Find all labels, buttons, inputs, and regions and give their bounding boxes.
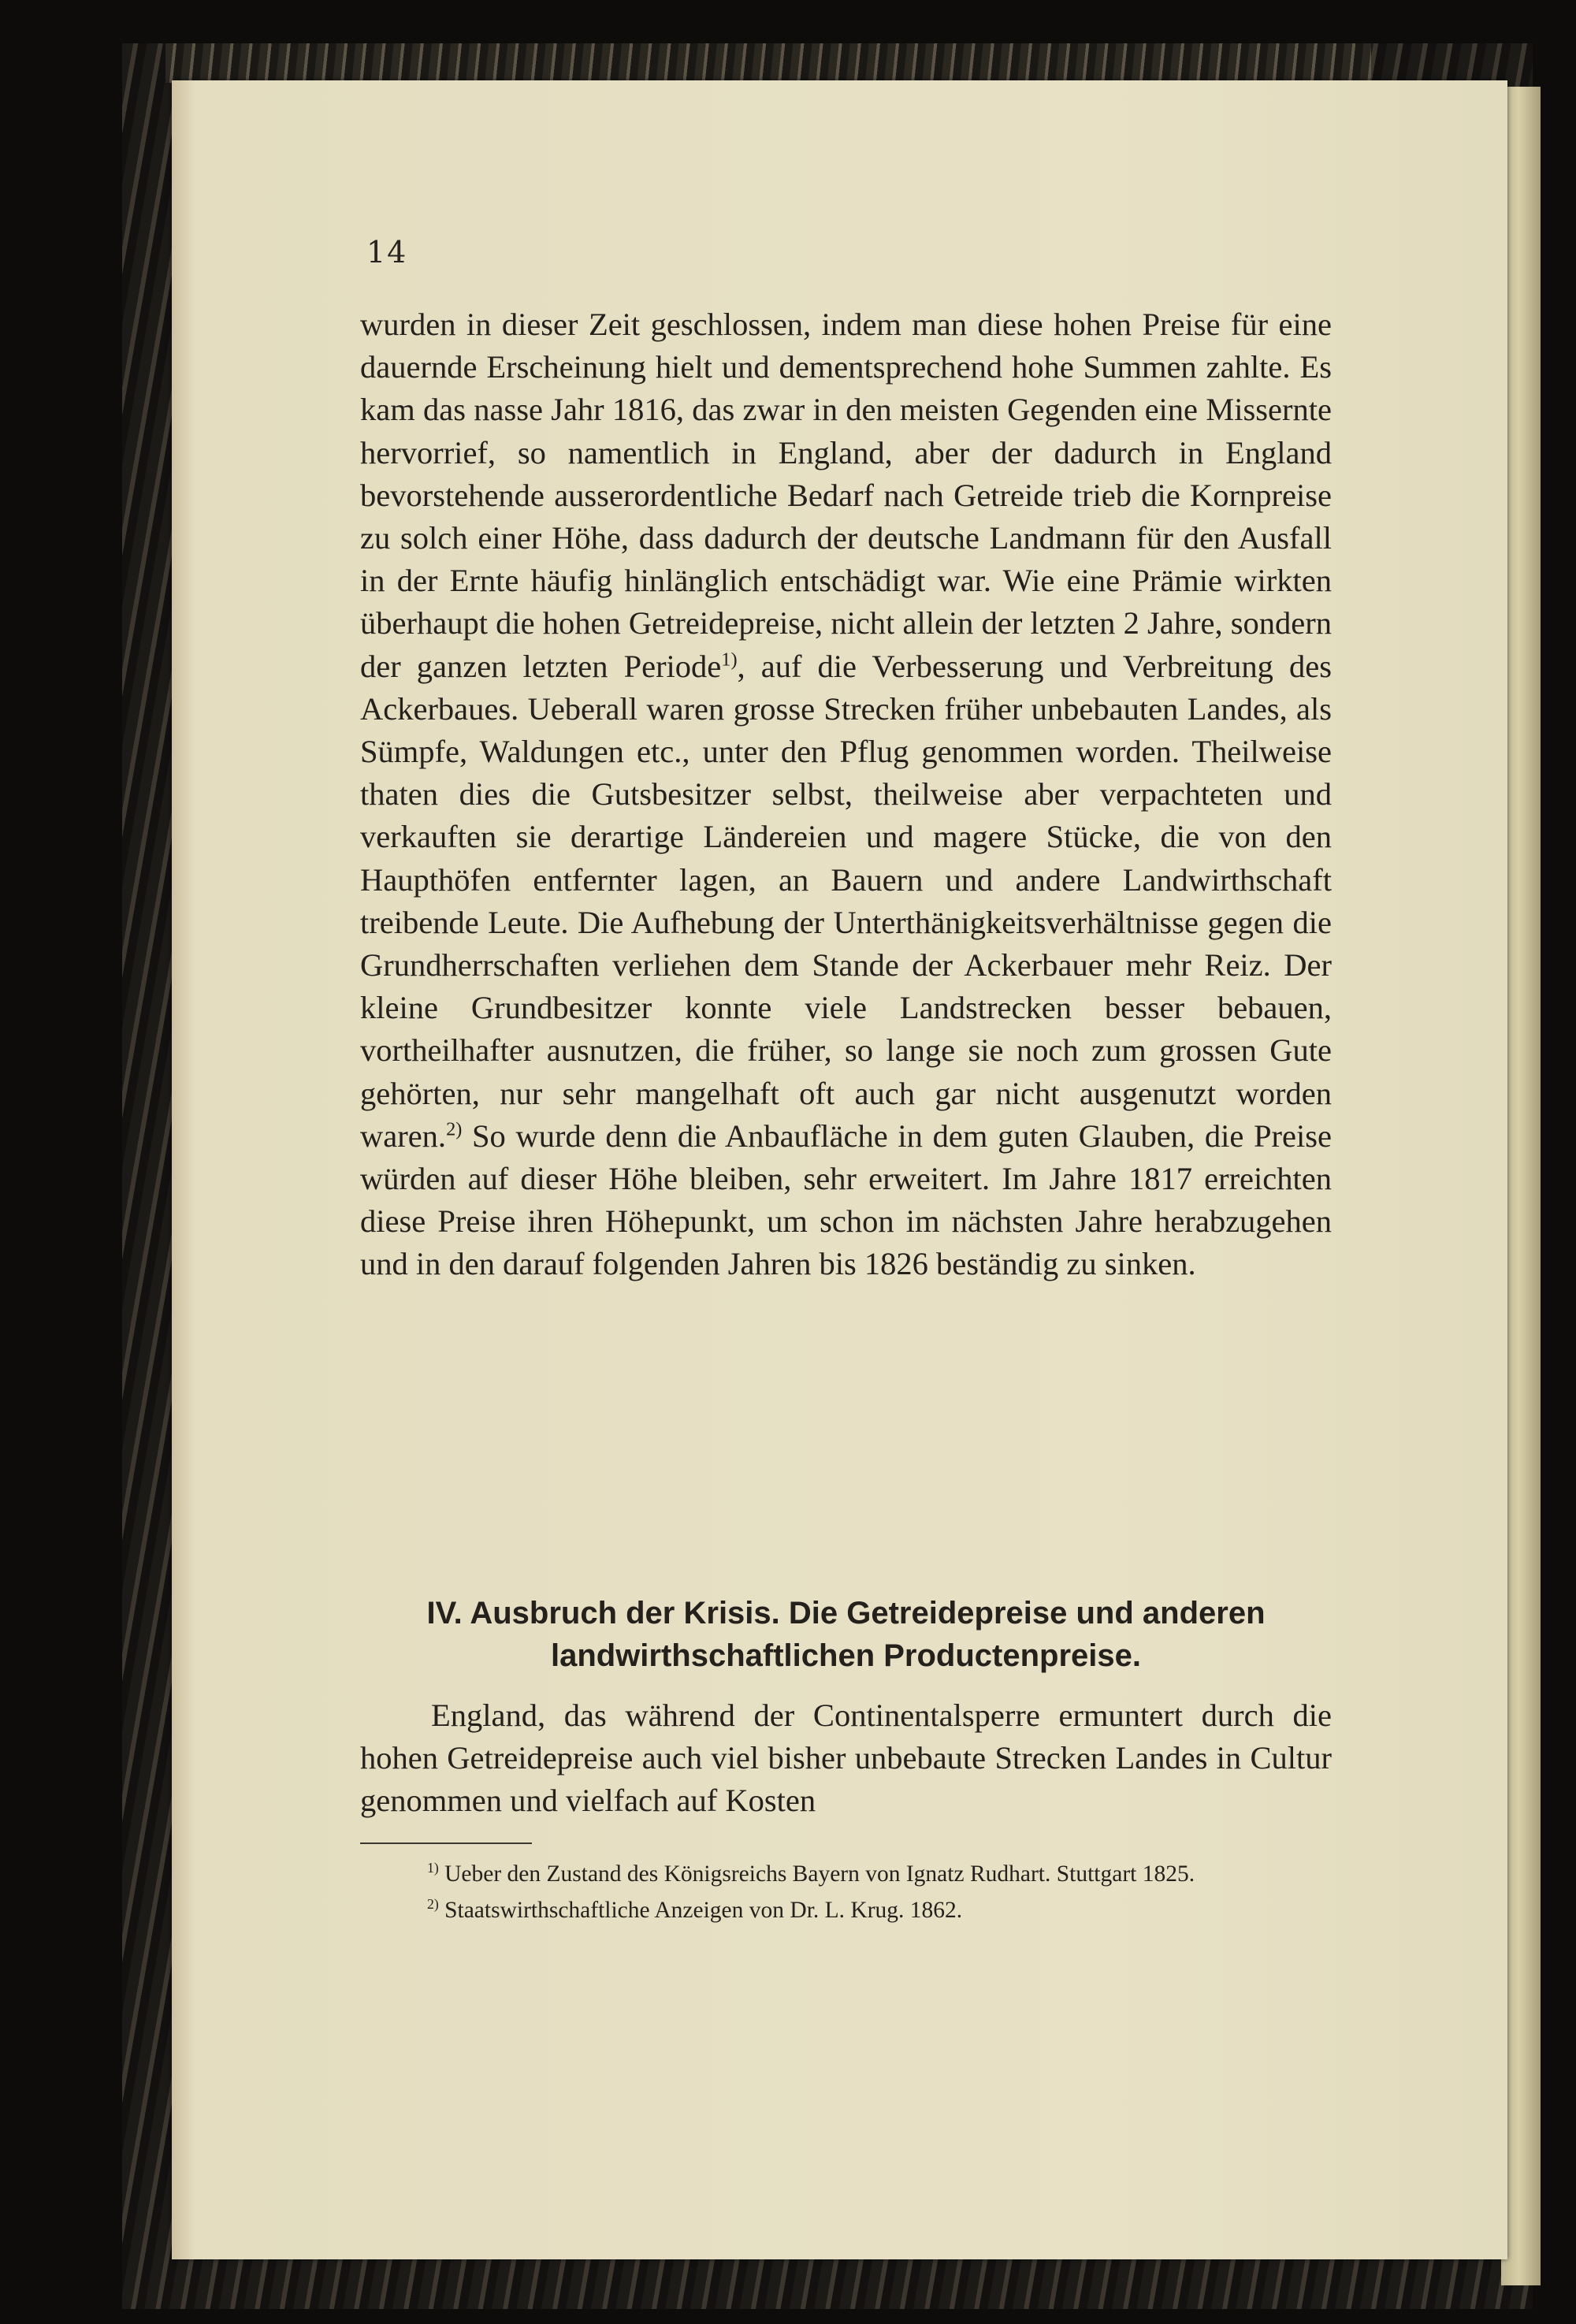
footnote-divider: [360, 1842, 532, 1844]
paragraph-part-1: wurden in dieser Zeit geschlossen, indem man diese hohen Preise für eine dauernde Erscheinung hielt und dementsprechend hohe Summen zahlte. Es kam das nasse Jahr 1816, das zwar in den meisten Gegenden eine Missernte hervorrief, so namentlich in England, aber der dadurch in England bevorstehende ausserordentliche Bedarf nach Getreide trieb die Kornpreise zu solch einer Höhe, dass dadurch der deutsche Landmann für den Ausfall in der Ernte häufig hinlänglich entschädigt war. Wie eine Prämie wirkten überhaupt die hohen Getreidepreise, nicht allein der letzten 2 Jahre, sondern der ganzen letzten Periode: [360, 307, 1332, 684]
book-cover-top-edge: [165, 43, 1371, 83]
footnote-1-marker: 1): [427, 1860, 439, 1876]
footnote-1-text: Ueber den Zustand des Königsreichs Bayern von Ignatz Rudhart. Stuttgart 1825.: [438, 1861, 1195, 1887]
footnote-2: [360, 1892, 1332, 1928]
footnote-2-marker: 2): [427, 1896, 439, 1913]
section-paragraph-text: England, das während der Continentalsperre ermuntert durch die hohen Getreidepreise auch viel bisher unbebaute Strecken Landes in Cultur genommen und vielfach auf Kosten: [360, 1697, 1332, 1819]
paragraph-text: [360, 303, 1332, 1286]
main-paragraph: [360, 303, 1332, 1286]
footnote-ref-1: 1): [721, 649, 738, 671]
section-heading: [360, 1592, 1332, 1677]
footnotes: [360, 1856, 1332, 1928]
footnote-2-text: Staatswirthschaftliche Anzeigen von Dr. L. Krug. 1862.: [438, 1898, 963, 1923]
section-paragraph: [360, 1694, 1332, 1823]
section-heading-line-2: landwirthschaftlichen Productenpreise.: [550, 1638, 1142, 1673]
section-heading-line-1: IV. Ausbruch der Krisis. Die Getreidepreise und anderen: [426, 1596, 1266, 1631]
footnote-1: [360, 1856, 1332, 1892]
paragraph-part-2: , auf die Verbesserung und Verbreitung des Ackerbaues. Ueberall waren grosse Strecken früher unbebauten Landes, als Sümpfe, Waldungen etc., unter den Pflug genommen worden. Theilweise thaten dies die Gutsbesitzer selbst, theilweise aber verpachteten und verkauften sie derartige Ländereien und magere Stücke, die von den Haupthöfen entfernter lagen, an Bauern und andere Landwirthschaft treibende Leute. Die Aufhebung der Unterthänigkeitsverhältnisse gegen die Grundherrschaften verliehen dem Stande der Ackerbauer mehr Reiz. Der kleine Grundbesitzer konnte viele Landstrecken besser bebauen, vortheilhafter ausnutzen, die früher, so lange sie noch zum grossen Gute gehörten, nur sehr mangelhaft oft auch gar nicht ausgenutzt worden waren.: [360, 648, 1332, 1154]
page-number: 14: [366, 235, 408, 270]
footnote-ref-2: 2): [446, 1118, 463, 1140]
paragraph-part-3: So wurde denn die Anbaufläche in dem guten Glauben, die Preise würden auf dieser Höhe bleiben, sehr erweitert. Im Jahre 1817 erreichten diese Preise ihren Höhepunkt, um schon im nächsten Jahre herabzugehen und in den darauf folgenden Jahren bis 1826 beständig zu sinken.: [360, 1117, 1332, 1282]
